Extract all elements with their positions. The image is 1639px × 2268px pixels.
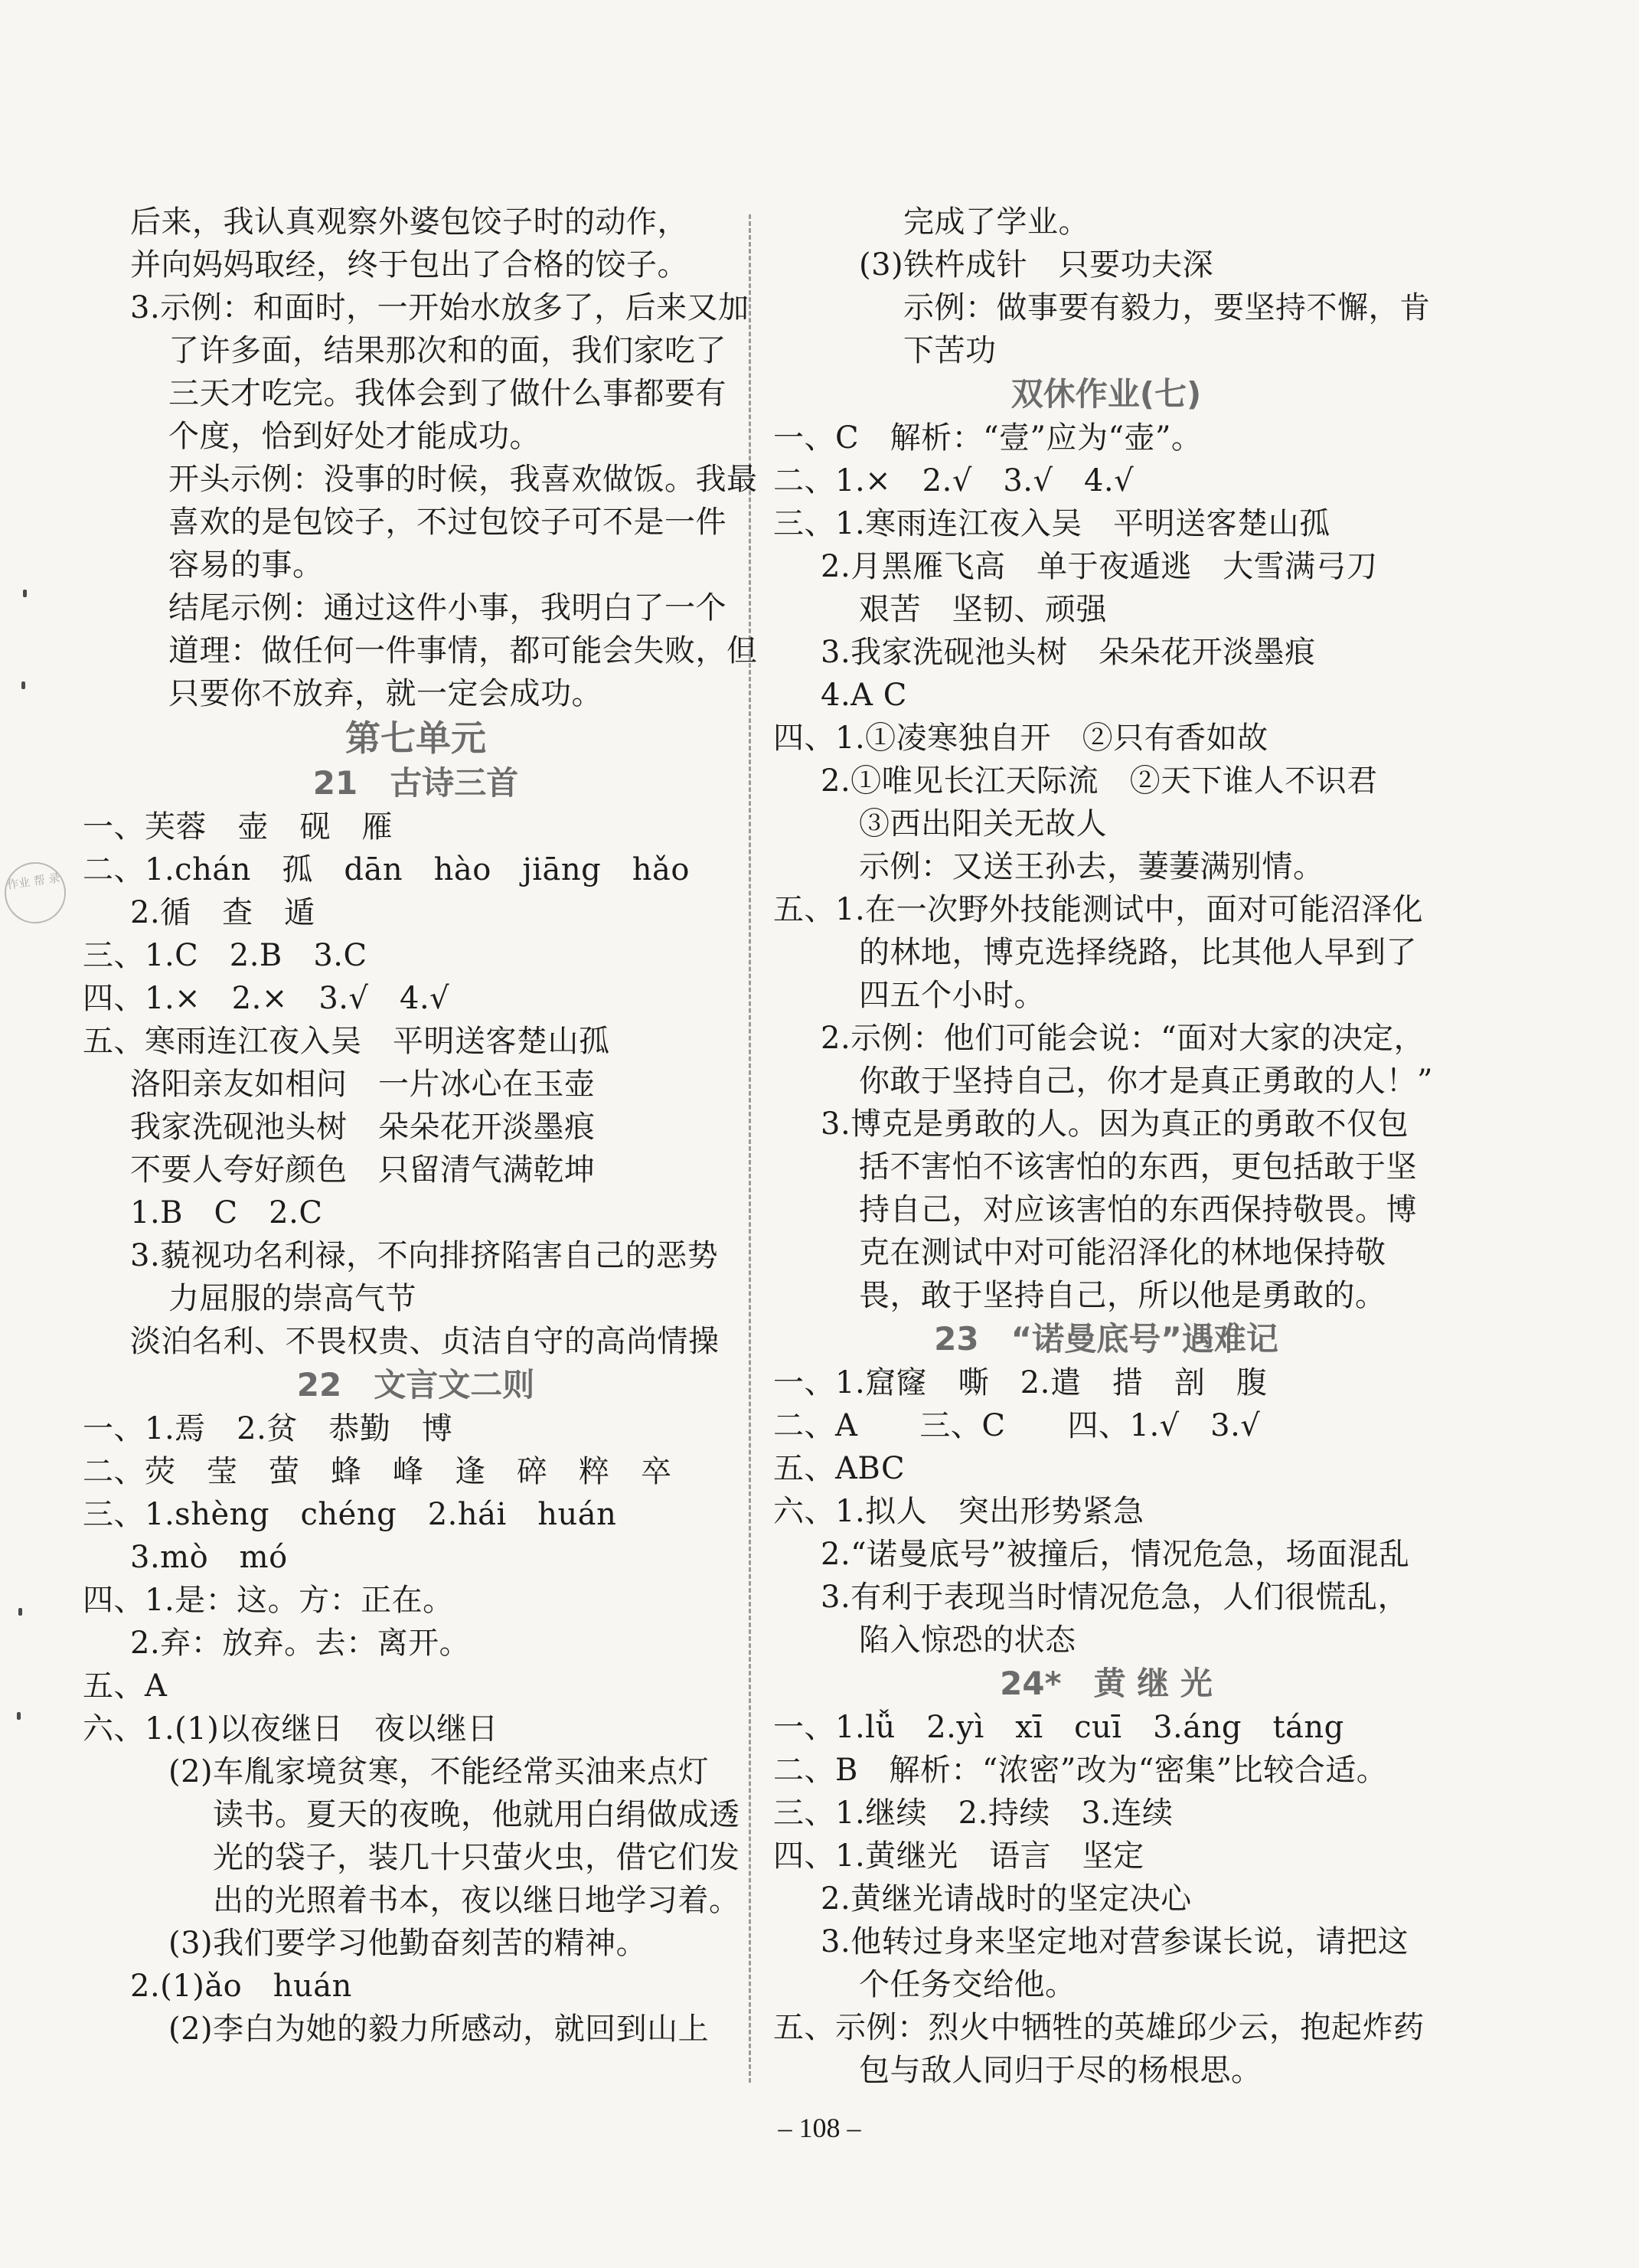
text-line: 一、1.窟窿 嘶 2.遣 措 剖 腹 (773, 1365, 1268, 1400)
text-line: 淡泊名利、不畏权贵、贞洁自守的高尚情操 (130, 1324, 720, 1359)
text-line: 2.黄继光请战时的坚定决心 (821, 1881, 1192, 1917)
text-line: 三天才吃完。我体会到了做什么事都要有 (168, 376, 726, 411)
text-line: 3.藐视功名利禄，不向排挤陷害自己的恶势 (130, 1238, 719, 1273)
text-line: 三、1.继续 2.持续 3.连续 (773, 1796, 1174, 1831)
text-line: 你敢于坚持自己，你才是真正勇敢的人！” (859, 1064, 1433, 1099)
text-line: 读书。夏天的夜晚，他就用白绢做成透 (213, 1797, 740, 1832)
text-line: 持自己，对应该害怕的东西保持敬畏。博 (859, 1192, 1417, 1227)
scan-speck (21, 681, 25, 689)
text-line: (3)我们要学习他勤奋刻苦的精神。 (168, 1926, 648, 1961)
text-line: 1.B C 2.C (130, 1195, 323, 1230)
text-line: 五、1.在一次野外技能测试中，面对可能沼泽化 (773, 892, 1424, 927)
text-line: 3.我家洗砚池头树 朵朵花开淡墨痕 (821, 635, 1316, 670)
text-line: 结尾示例：通过这件小事，我明白了一个 (168, 590, 726, 626)
text-line: 畏，敢于坚持自己，所以他是勇敢的。 (859, 1278, 1386, 1313)
weekend-homework-heading: 双休作业(七) (1010, 375, 1202, 413)
text-line: 2.弃：放弃。去：离开。 (130, 1626, 471, 1661)
text-line: 4.A C (821, 678, 907, 713)
text-line: 四、1.× 2.× 3.√ 4.√ (83, 981, 450, 1016)
text-line: 四五个小时。 (859, 978, 1045, 1013)
homework-stamp (1, 858, 70, 927)
text-line: 五、寒雨连江夜入吴 平明送客楚山孤 (83, 1024, 610, 1059)
text-line: 我家洗砚池头树 朵朵花开淡墨痕 (130, 1109, 596, 1145)
text-line: 包与敌人同归于尽的杨根思。 (859, 2053, 1262, 2088)
text-line: 2.(1)ǎo huán (130, 1969, 352, 2004)
text-line: 3.他转过身来坚定地对营参谋长说，请把这 (821, 1924, 1409, 1959)
text-line: 五、ABC (773, 1451, 906, 1486)
text-line: 示例：做事要有毅力，要坚持不懈，肯 (903, 290, 1431, 325)
text-line: 五、A (83, 1668, 168, 1704)
text-line: 示例：又送王孙去，萋萋满别情。 (859, 849, 1324, 884)
text-line: 二、A 三、C 四、1.√ 3.√ (773, 1408, 1261, 1443)
text-line: 2.循 查 遁 (130, 895, 315, 930)
text-line: 陷入惊恐的状态 (859, 1623, 1076, 1658)
scan-speck (23, 590, 27, 597)
text-line: 2.示例：他们可能会说：“面对大家的决定， (821, 1021, 1425, 1056)
text-line: 四、1.黄继光 语言 坚定 (773, 1838, 1144, 1874)
text-line: 完成了学业。 (903, 204, 1089, 240)
text-line: 六、1.(1)以夜继日 夜以继日 (83, 1711, 498, 1747)
text-line: 括不害怕不该害怕的东西，更包括敢于坚 (859, 1149, 1417, 1185)
text-line: (2)车胤家境贫寒，不能经常买油来点灯 (168, 1754, 710, 1789)
text-line: 四、1.是：这。方：正在。 (83, 1583, 454, 1618)
text-line: 艰苦 坚韧、顽强 (859, 592, 1107, 627)
text-line: 下苦功 (903, 333, 997, 368)
text-line: 洛阳亲友如相问 一片冰心在玉壶 (130, 1067, 596, 1102)
lesson-heading-21: 21 古诗三首 (312, 764, 519, 802)
text-line: 喜欢的是包饺子，不过包饺子可不是一件 (168, 505, 726, 540)
text-line: 出的光照着书本，夜以继日地学习着。 (213, 1883, 740, 1918)
text-line: 四、1.①凌寒独自开 ②只有香如故 (773, 721, 1268, 756)
text-line: 3.示例：和面时，一开始水放多了，后来又加 (130, 290, 749, 325)
text-line: 后来，我认真观察外婆包饺子时的动作， (130, 204, 688, 240)
text-line: 六、1.拟人 突出形势紧急 (773, 1494, 1144, 1529)
text-line: 光的袋子，装几十只萤火虫，借它们发 (213, 1840, 740, 1875)
text-line: 2.“诺曼底号”被撞后，情况危急，场面混乱 (821, 1537, 1410, 1572)
text-line: (2)李白为她的毅力所感动，就回到山上 (168, 2011, 710, 2047)
text-line: 二、B 解析：“浓密”改为“密集”比较合适。 (773, 1753, 1388, 1788)
text-line: 二、1.× 2.√ 3.√ 4.√ (773, 463, 1135, 498)
text-line: 力屈服的崇高气节 (168, 1281, 416, 1316)
text-line: 五、示例：烈火中牺牲的英雄邱少云，抱起炸药 (773, 2010, 1425, 2045)
text-line: 三、1.寒雨连江夜入吴 平明送客楚山孤 (773, 506, 1330, 541)
text-line: 容易的事。 (168, 547, 324, 583)
text-line: 克在测试中对可能沼泽化的林地保持敬 (859, 1235, 1386, 1270)
text-line: 了许多面，结果那次和的面，我们家吃了 (168, 333, 726, 368)
text-line: (3)铁杵成针 只要功夫深 (859, 247, 1214, 283)
text-line: 道理：做任何一件事情，都可能会失败，但 (168, 633, 758, 668)
text-line: 二、1.chán 孤 dān hào jiāng hǎo (83, 852, 690, 887)
lesson-heading-23: 23 “诺曼底号”遇难记 (934, 1320, 1278, 1358)
text-line: 的林地，博克选择绕路，比其他人早到了 (859, 935, 1417, 970)
unit-heading: 第七单元 (345, 717, 486, 759)
text-line: 一、芙蓉 壶 砚 雁 (83, 809, 393, 845)
page-number: – 108 – (778, 2113, 861, 2143)
text-line: 个度，恰到好处才能成功。 (168, 419, 540, 454)
text-line: 个任务交给他。 (859, 1967, 1076, 2002)
stamp-text: 作业 帮 录 (6, 871, 61, 892)
right-column (773, 201, 1439, 2092)
lesson-heading-22: 22 文言文二则 (296, 1366, 535, 1404)
lesson-heading-24: 24* 黄 继 光 (1000, 1665, 1213, 1702)
text-line: 三、1.C 2.B 3.C (83, 938, 367, 973)
left-column (83, 201, 758, 2051)
text-line: 一、1.焉 2.贫 恭勤 博 (83, 1411, 453, 1446)
text-line: 3.mò mó (130, 1540, 288, 1575)
text-line: 一、C 解析：“壹”应为“壶”。 (773, 420, 1203, 456)
text-line: 三、1.shèng chéng 2.hái huán (83, 1497, 617, 1532)
text-line: 不要人夸好颜色 只留清气满乾坤 (130, 1152, 596, 1188)
text-line: 3.博克是勇敢的人。因为真正的勇敢不仅包 (821, 1106, 1409, 1142)
scan-speck (17, 1712, 21, 1720)
text-line: 3.有利于表现当时情况危急，人们很慌乱， (821, 1580, 1409, 1615)
text-line: 2.月黑雁飞高 单于夜遁逃 大雪满弓刀 (821, 549, 1378, 584)
text-line: 只要你不放弃，就一定会成功。 (168, 676, 602, 711)
text-line: 二、荧 莹 萤 蜂 峰 逢 碎 粹 卒 (83, 1454, 672, 1489)
text-line: 开头示例：没事的时候，我喜欢做饭。我最 (168, 462, 758, 497)
text-line: 2.①唯见长江天际流 ②天下谁人不识君 (821, 763, 1378, 799)
text-line: 并向妈妈取经，终于包出了合格的饺子。 (130, 247, 688, 283)
text-line: 一、1.lǚ 2.yì xī cuī 3.áng táng (773, 1710, 1344, 1745)
text-line: ③西出阳关无故人 (859, 806, 1107, 842)
scan-speck (18, 1608, 22, 1616)
